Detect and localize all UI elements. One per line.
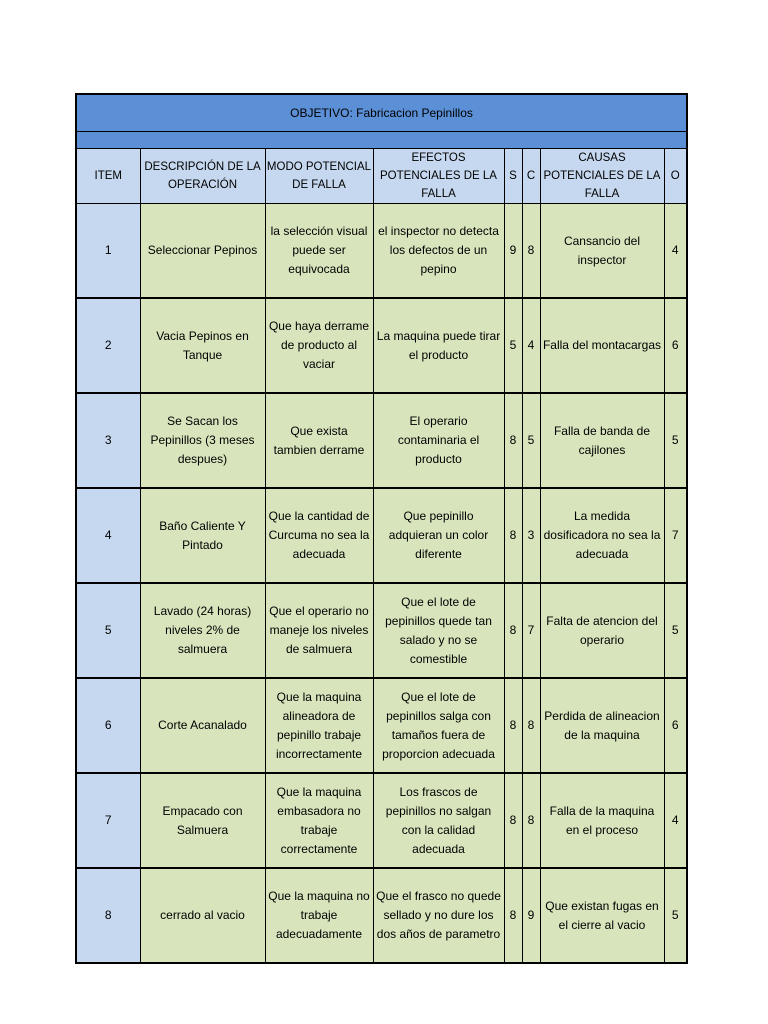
- cell-descripcion: cerrado al vacio: [140, 868, 265, 963]
- cell-s: 8: [504, 773, 522, 868]
- cell-item: 5: [76, 583, 140, 678]
- spacer-row: [76, 132, 687, 149]
- cell-descripcion: Se Sacan los Pepinillos (3 meses despues): [140, 393, 265, 488]
- cell-modo: Que exista tambien derrame: [265, 393, 373, 488]
- cell-o: 7: [664, 488, 687, 583]
- cell-efectos: Que el lote de pepinillos salga con tamaños fuera de proporcion adecuada: [373, 678, 504, 773]
- cell-efectos: Que pepinillo adquieran un color diferente: [373, 488, 504, 583]
- cell-s: 8: [504, 583, 522, 678]
- cell-o: 5: [664, 393, 687, 488]
- spacer-cell: [76, 132, 687, 149]
- header-causas: CAUSAS POTENCIALES DE LA FALLA: [540, 149, 664, 204]
- table-row: [76, 204, 687, 299]
- cell-efectos: El operario contaminaria el producto: [373, 393, 504, 488]
- cell-c: 8: [522, 204, 540, 299]
- cell-efectos: La maquina puede tirar el producto: [373, 298, 504, 393]
- cell-descripcion: Vacia Pepinos en Tanque: [140, 298, 265, 393]
- cell-causas: Falta de atencion del operario: [540, 583, 664, 678]
- cell-causas: Falla del montacargas: [540, 298, 664, 393]
- cell-o: 6: [664, 298, 687, 393]
- cell-o: 6: [664, 678, 687, 773]
- cell-modo: Que el operario no maneje los niveles de salmuera: [265, 583, 373, 678]
- cell-modo: Que haya derrame de producto al vaciar: [265, 298, 373, 393]
- cell-efectos: Los frascos de pepinillos no salgan con la calidad adecuada: [373, 773, 504, 868]
- table-row: [76, 583, 687, 678]
- table-row: [76, 678, 687, 773]
- cell-efectos: Que el lote de pepinillos quede tan salado y no se comestible: [373, 583, 504, 678]
- cell-causas: La medida dosificadora no sea la adecuada: [540, 488, 664, 583]
- header-c: C: [522, 149, 540, 204]
- cell-causas: Falla de la maquina en el proceso: [540, 773, 664, 868]
- table-row: [76, 298, 687, 393]
- cell-s: 8: [504, 678, 522, 773]
- cell-s: 5: [504, 298, 522, 393]
- table-row: [76, 393, 687, 488]
- cell-descripcion: Baño Caliente Y Pintado: [140, 488, 265, 583]
- cell-c: 8: [522, 773, 540, 868]
- cell-c: 5: [522, 393, 540, 488]
- cell-s: 8: [504, 488, 522, 583]
- cell-c: 8: [522, 678, 540, 773]
- cell-descripcion: Empacado con Salmuera: [140, 773, 265, 868]
- cell-s: 8: [504, 393, 522, 488]
- cell-modo: Que la maquina embasadora no trabaje correctamente: [265, 773, 373, 868]
- header-descripcion: DESCRIPCIÓN DE LA OPERACIÓN: [140, 149, 265, 204]
- cell-efectos: Que el frasco no quede sellado y no dure los dos años de parametro: [373, 868, 504, 963]
- cell-descripcion: Corte Acanalado: [140, 678, 265, 773]
- cell-descripcion: Lavado (24 horas) niveles 2% de salmuera: [140, 583, 265, 678]
- cell-causas: Perdida de alineacion de la maquina: [540, 678, 664, 773]
- cell-c: 7: [522, 583, 540, 678]
- fmea-sheet: [75, 93, 686, 964]
- fmea-table: [75, 93, 688, 964]
- cell-modo: Que la maquina alineadora de pepinillo trabaje incorrectamente: [265, 678, 373, 773]
- header-s: S: [504, 149, 522, 204]
- table-row: [76, 773, 687, 868]
- cell-item: 3: [76, 393, 140, 488]
- cell-causas: Cansancio del inspector: [540, 204, 664, 299]
- table-row: [76, 488, 687, 583]
- header-row: [76, 149, 687, 204]
- cell-item: 2: [76, 298, 140, 393]
- cell-s: 8: [504, 868, 522, 963]
- cell-descripcion: Seleccionar Pepinos: [140, 204, 265, 299]
- cell-c: 9: [522, 868, 540, 963]
- cell-o: 4: [664, 204, 687, 299]
- cell-causas: Que existan fugas en el cierre al vacio: [540, 868, 664, 963]
- cell-efectos: el inspector no detecta los defectos de un pepino: [373, 204, 504, 299]
- cell-item: 7: [76, 773, 140, 868]
- cell-modo: la selección visual puede ser equivocada: [265, 204, 373, 299]
- cell-item: 6: [76, 678, 140, 773]
- cell-c: 3: [522, 488, 540, 583]
- cell-o: 4: [664, 773, 687, 868]
- cell-item: 4: [76, 488, 140, 583]
- cell-causas: Falla de banda de cajilones: [540, 393, 664, 488]
- table-title: OBJETIVO: Fabricacion Pepinillos: [76, 94, 687, 132]
- header-efectos: EFECTOS POTENCIALES DE LA FALLA: [373, 149, 504, 204]
- cell-item: 8: [76, 868, 140, 963]
- cell-item: 1: [76, 204, 140, 299]
- cell-o: 5: [664, 583, 687, 678]
- cell-s: 9: [504, 204, 522, 299]
- cell-modo: Que la maquina no trabaje adecuadamente: [265, 868, 373, 963]
- title-row: [76, 94, 687, 132]
- cell-modo: Que la cantidad de Curcuma no sea la adecuada: [265, 488, 373, 583]
- table-row: [76, 868, 687, 963]
- cell-o: 5: [664, 868, 687, 963]
- cell-c: 4: [522, 298, 540, 393]
- header-item: ITEM: [76, 149, 140, 204]
- header-o: O: [664, 149, 687, 204]
- header-modo: MODO POTENCIAL DE FALLA: [265, 149, 373, 204]
